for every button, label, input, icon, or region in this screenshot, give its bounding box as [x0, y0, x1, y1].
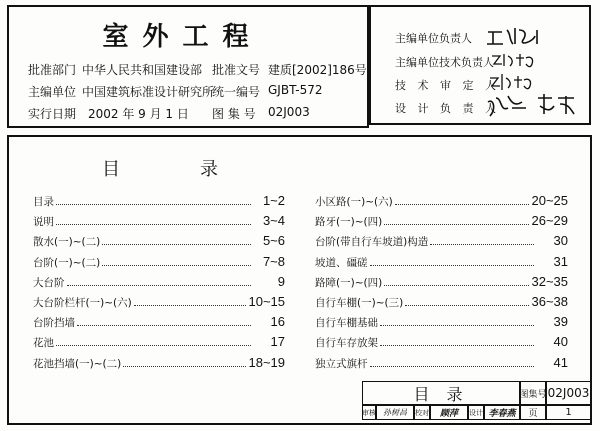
- leader-dots: [102, 257, 251, 266]
- toc-entry: [315, 274, 568, 290]
- toc-heading: 目: [102, 159, 120, 180]
- toc-entry: [315, 314, 568, 330]
- toc-entry: [33, 274, 285, 290]
- toc-entry-page: 1~2: [262, 193, 285, 208]
- toc-entry-label: 大台阶栏杆(一)~(六): [33, 297, 132, 309]
- page-label: 页: [520, 405, 546, 420]
- leader-dots: [56, 216, 251, 225]
- meta-value: 中华人民共和国建设部: [82, 63, 203, 77]
- leader-dots: [67, 277, 252, 286]
- design-signature: 李春燕: [484, 405, 520, 420]
- responsible-label: 设 计 负 责 人: [395, 102, 500, 115]
- leader-dots: [56, 337, 251, 346]
- toc-entry-label: 台阶(一)~(二): [33, 256, 101, 269]
- leader-dots: [395, 196, 530, 205]
- toc-entry-page: 10~15: [248, 294, 285, 309]
- toc-entry-label: 台阶挡墙: [33, 317, 75, 330]
- toc-entry: [33, 213, 285, 229]
- responsible-label: 主编单位技术负责人: [395, 56, 494, 69]
- toc-entry: [33, 233, 285, 249]
- toc-entry-page: 39: [553, 314, 568, 330]
- toc-entry-label: 自行车棚(一)~(三): [315, 297, 404, 309]
- toc-entry-label: 路牙(一)~(四): [315, 216, 383, 229]
- toc-entry: [33, 334, 285, 350]
- leader-dots: [384, 216, 529, 225]
- review-signature: 孙树昌: [376, 405, 414, 420]
- leader-dots: [102, 236, 251, 245]
- leader-dots: [405, 297, 529, 306]
- toc-entry-label: 自行车存放架: [315, 337, 378, 350]
- toc-entry-label: 大台阶: [33, 276, 65, 289]
- toc-entry-page: 5~6: [262, 233, 285, 249]
- toc-entry-page: 20~25: [531, 193, 568, 208]
- toc-entry-page: 26~29: [531, 213, 568, 229]
- atlas-label: 图集号: [520, 381, 546, 405]
- leader-dots: [77, 317, 251, 326]
- signature: [485, 24, 545, 48]
- toc-entry-label: 坡道、礓磋: [315, 256, 368, 269]
- toc-entry-label: 自行车棚基础: [315, 317, 378, 330]
- toc-entry: [315, 213, 568, 229]
- leader-dots: [134, 297, 247, 306]
- toc-entry: [315, 294, 568, 310]
- meta-label: 批准部门: [28, 63, 77, 77]
- toc-entry: [33, 314, 285, 330]
- toc-entry-label: 花池挡墙(一)~(二): [33, 357, 122, 370]
- toc-entry-label: 台阶(带自行车坡道)构造: [315, 236, 429, 249]
- leader-dots: [370, 257, 535, 266]
- meta-value: 2002 年 9 月 1 日: [88, 107, 189, 121]
- toc-entry-page: 40: [553, 334, 568, 350]
- meta-label: 主编单位: [28, 85, 77, 99]
- responsible-label: 主编单位负责人: [395, 32, 472, 45]
- toc-entry-page: 16: [270, 314, 285, 330]
- signature: [486, 92, 586, 120]
- title-block-name: 目 录: [362, 381, 520, 405]
- meta-value: 02J003: [268, 105, 310, 119]
- design-label: 设计: [468, 405, 484, 420]
- signature: [488, 72, 540, 92]
- atlas-number: 02J003: [546, 381, 591, 405]
- leader-dots: [430, 236, 534, 245]
- check-label: 校对: [414, 405, 430, 420]
- meta-value: GJBT-572: [268, 83, 323, 97]
- responsible-label: 技 术 审 定 人: [395, 79, 500, 92]
- toc-entry-label: 路障(一)~(四): [315, 276, 383, 289]
- toc-entry: [33, 355, 285, 371]
- check-signature: 顾萍: [430, 405, 468, 420]
- leader-dots: [384, 277, 529, 286]
- toc-entry-label: 目录: [33, 196, 54, 208]
- meta-value: 建质[2002]186号: [268, 63, 367, 77]
- toc-entry: [315, 254, 568, 270]
- page-number: 1: [546, 405, 591, 420]
- toc-entry-page: 7~8: [262, 253, 285, 269]
- toc-entry: [33, 254, 285, 270]
- toc-entry-label: 花池: [33, 337, 54, 350]
- review-label: 审核: [362, 405, 376, 420]
- toc-entry-page: 41: [553, 354, 568, 370]
- toc-entry-label: 独立式旗杆: [315, 357, 368, 370]
- meta-label: 统一编号: [212, 85, 261, 99]
- toc-entry-page: 9: [277, 273, 285, 289]
- toc-entry-page: 31: [553, 253, 568, 269]
- toc-entry-page: 32~35: [531, 273, 568, 289]
- toc-entry: [315, 193, 568, 209]
- meta-label: 图 集 号: [212, 107, 256, 121]
- leader-dots: [56, 196, 251, 205]
- toc-entry-label: 说明: [33, 216, 54, 229]
- toc-entry-page: 18~19: [248, 354, 285, 370]
- toc-entry: [315, 355, 568, 371]
- toc-entry-page: 36~38: [531, 294, 568, 309]
- toc-entry-label: 小区路(一)~(六): [315, 196, 393, 208]
- toc-entry-page: 3~4: [262, 213, 285, 229]
- leader-dots: [123, 358, 246, 367]
- toc-entry-page: 30: [553, 233, 568, 249]
- leader-dots: [380, 317, 534, 326]
- toc-heading: 录: [200, 159, 218, 180]
- leader-dots: [370, 358, 535, 367]
- meta-value: 中国建筑标准设计研究所: [82, 85, 215, 99]
- toc-entry: [315, 233, 568, 249]
- meta-label: 实行日期: [28, 107, 77, 121]
- meta-label: 批准文号: [212, 63, 261, 77]
- toc-entry: [315, 334, 568, 350]
- toc-entry: [33, 294, 285, 310]
- page-title: 室外工程: [102, 22, 263, 52]
- toc-entry-label: 散水(一)~(二): [33, 236, 101, 249]
- toc-entry: [33, 193, 285, 209]
- toc-entry-page: 17: [270, 334, 285, 350]
- signature: [490, 50, 540, 68]
- leader-dots: [380, 337, 534, 346]
